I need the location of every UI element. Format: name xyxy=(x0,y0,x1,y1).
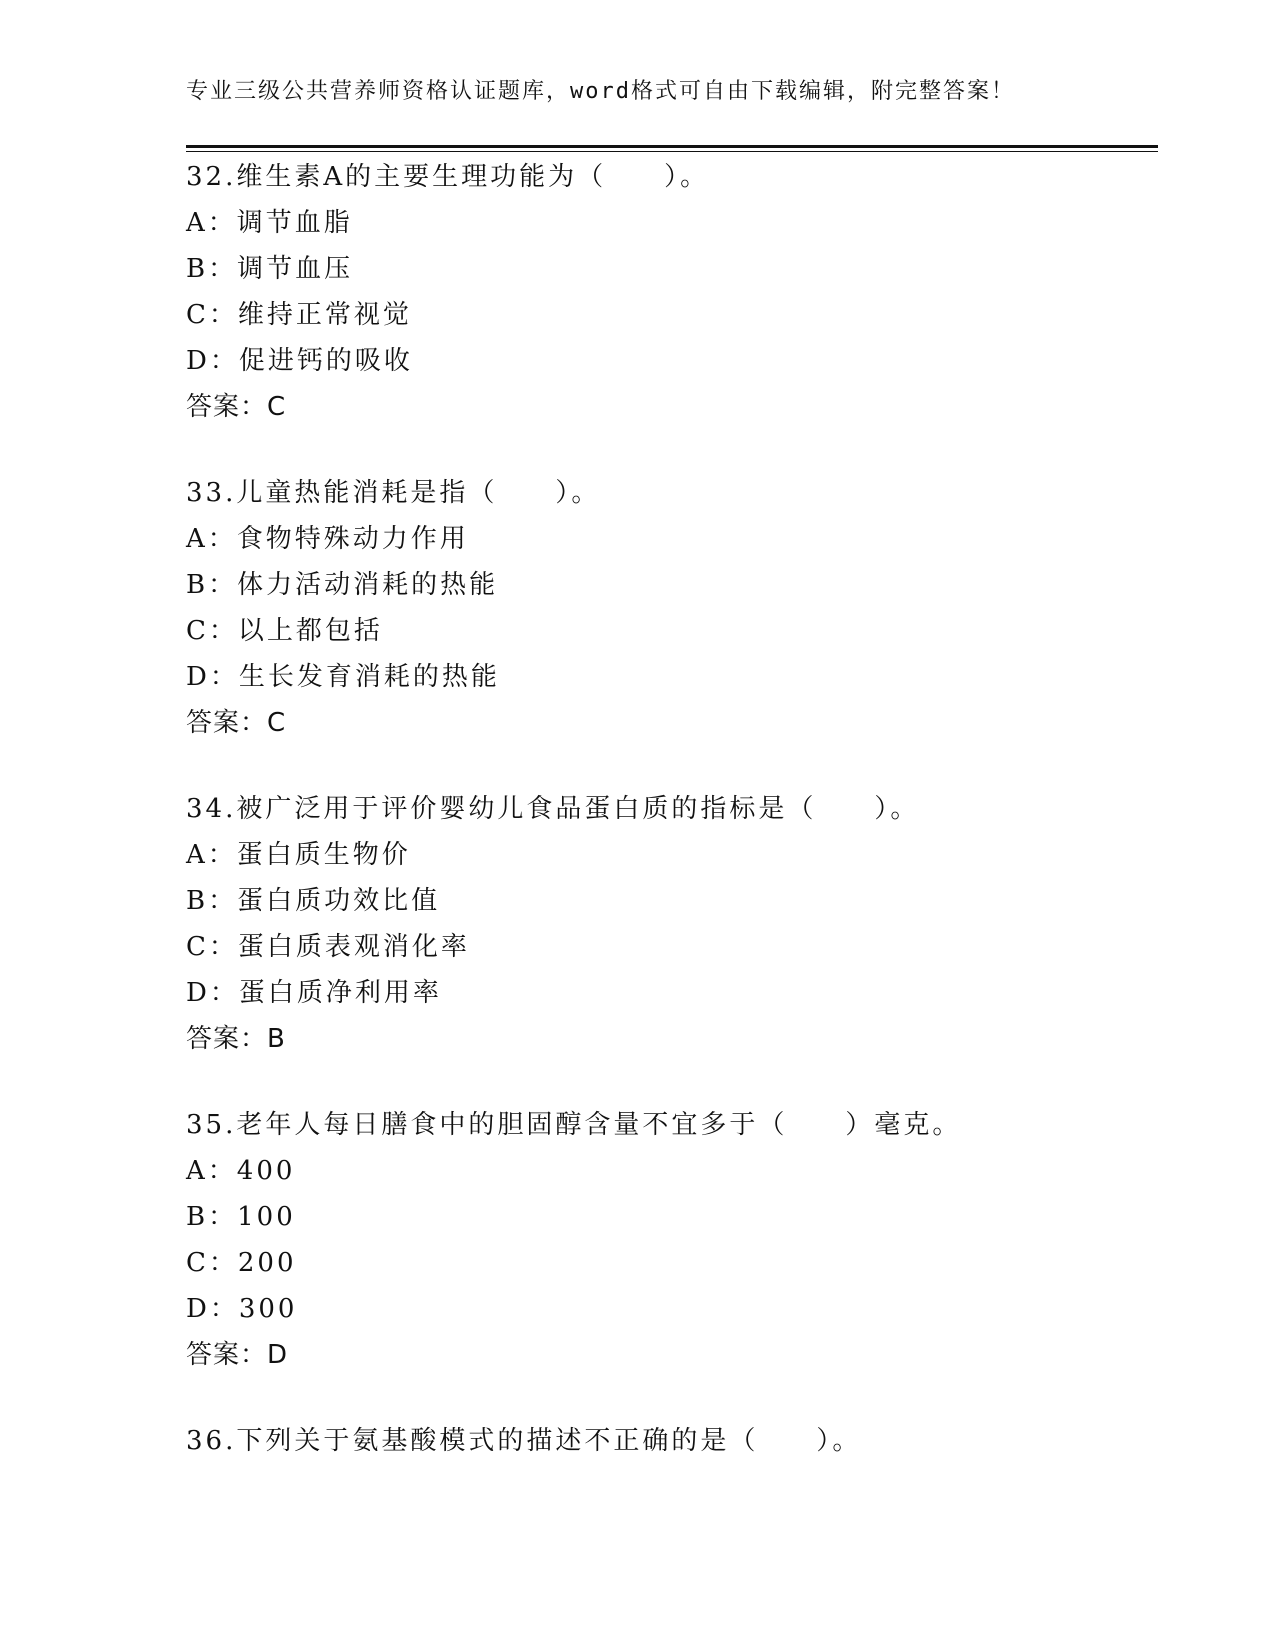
answer: 答案：C xyxy=(186,708,287,738)
option-a: A：蛋白质生物价 xyxy=(186,840,411,870)
option-a: A：400 xyxy=(186,1156,296,1186)
option-b: B：100 xyxy=(186,1202,296,1232)
option-b: B：体力活动消耗的热能 xyxy=(186,570,499,600)
answer: 答案：D xyxy=(186,1340,289,1370)
question-32 xyxy=(186,154,1158,430)
answer: 答案：B xyxy=(186,1024,286,1054)
question-35 xyxy=(186,1102,1158,1378)
question-stem: 33.儿童热能消耗是指（ ）。 xyxy=(186,478,601,508)
question-stem: 36.下列关于氨基酸模式的描述不正确的是（ ）。 xyxy=(186,1426,862,1456)
question-33 xyxy=(186,470,1158,746)
header-rule-thin xyxy=(186,151,1158,152)
option-a: A：调节血脂 xyxy=(186,208,353,238)
question-36 xyxy=(186,1418,1158,1464)
option-d: D：蛋白质净利用率 xyxy=(186,978,442,1008)
question-stem: 35.老年人每日膳食中的胆固醇含量不宜多于（ ）毫克。 xyxy=(186,1110,962,1140)
answer: 答案：C xyxy=(186,392,287,422)
document-header: 专业三级公共营养师资格认证题库，word格式可自由下载编辑，附完整答案！ xyxy=(186,79,1015,104)
option-c: C：200 xyxy=(186,1248,297,1278)
option-d: D：生长发育消耗的热能 xyxy=(186,662,500,692)
option-c: C：蛋白质表观消化率 xyxy=(186,932,470,962)
header-rule-thick xyxy=(186,145,1158,148)
option-b: B：蛋白质功效比值 xyxy=(186,886,441,916)
question-stem: 32.维生素A的主要生理功能为（ ）。 xyxy=(186,162,710,192)
option-c: C：以上都包括 xyxy=(186,616,383,646)
option-c: C：维持正常视觉 xyxy=(186,300,412,330)
option-b: B：调节血压 xyxy=(186,254,354,284)
option-a: A：食物特殊动力作用 xyxy=(186,524,469,554)
question-stem: 34.被广泛用于评价婴幼儿食品蛋白质的指标是（ ）。 xyxy=(186,794,920,824)
option-d: D：促进钙的吸收 xyxy=(186,346,413,376)
question-34 xyxy=(186,786,1158,1062)
option-d: D：300 xyxy=(186,1294,298,1324)
